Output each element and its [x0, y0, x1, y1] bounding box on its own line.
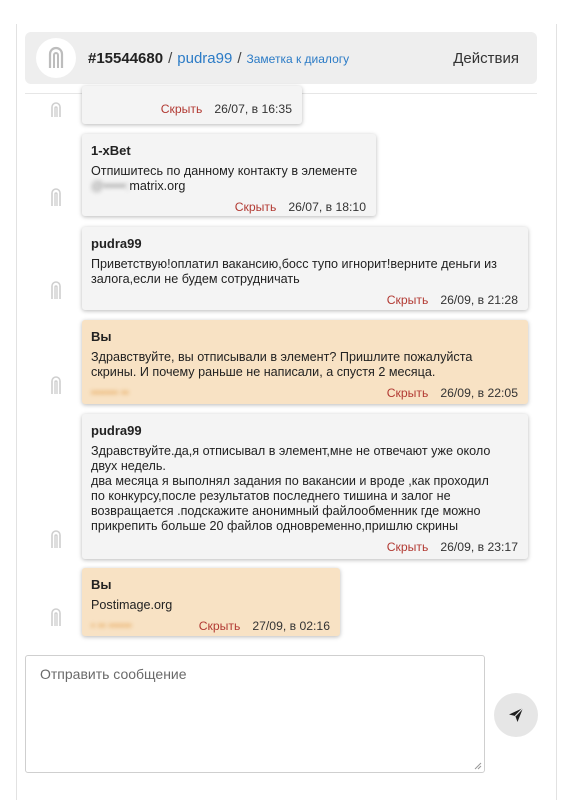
hide-message-link[interactable]: Скрыть — [160, 102, 203, 116]
hide-message-link[interactable]: Скрыть — [386, 386, 429, 400]
hide-message-link[interactable]: Скрыть — [234, 200, 277, 214]
avatar-logo-icon — [36, 38, 76, 78]
avatar-logo-icon — [44, 372, 68, 396]
avatar-logo-icon — [44, 184, 68, 208]
message-bubble — [82, 86, 302, 124]
hide-message-link[interactable]: Скрыть — [386, 293, 429, 307]
message-text-line: двух недель. — [91, 459, 166, 473]
message-bubble — [82, 227, 528, 310]
hide-message-link[interactable]: Скрыть — [198, 619, 241, 633]
message-text-part: matrix.org — [129, 179, 186, 193]
message-bubble — [82, 414, 528, 559]
message-text-line: возвращается .подскажите анонимный файлообменник где можно — [91, 504, 481, 518]
message-author: pudra99 — [91, 236, 142, 251]
breadcrumb — [88, 50, 349, 67]
avatar-logo-icon — [44, 604, 68, 628]
message-text-line — [91, 179, 366, 194]
message-text: Здравствуйте, вы отписывали в элемент? Пришлите пожалуйста скрины. И почему раньше не написали, а спустя 2 месяца. — [91, 350, 473, 379]
redacted-staff-name: ••••••• •• — [91, 387, 129, 399]
message-text-line: прикрепить больше 20 файлов одновременно,пришлю скрины — [91, 519, 459, 533]
message-bubble — [82, 320, 528, 404]
message-footer — [91, 102, 292, 116]
message-footer — [91, 540, 518, 554]
message-timestamp: 26/07, в 16:35 — [214, 102, 292, 116]
redacted-staff-name: • •• •••••• — [91, 620, 132, 632]
message-text-line: Отпишитесь по данному контакту в элементе — [91, 164, 358, 178]
message-timestamp: 26/09, в 23:17 — [440, 540, 518, 554]
message-text-line: два месяца я выполнял задания по вакансии и вроде ,как проходил — [91, 474, 489, 488]
redacted-text: @•••••: — [91, 179, 130, 193]
breadcrumb-separator: / — [168, 49, 173, 67]
message-text — [91, 444, 518, 534]
avatar-logo-icon — [44, 277, 68, 301]
message-timestamp: 27/09, в 02:16 — [252, 619, 330, 633]
message-input-placeholder: Отправить сообщение — [40, 666, 187, 682]
message-author: pudra99 — [91, 423, 142, 438]
right-border — [556, 24, 557, 800]
message-author: 1-xBet — [91, 143, 131, 158]
message-footer — [91, 200, 366, 214]
send-button[interactable] — [494, 693, 538, 737]
hide-message-link[interactable]: Скрыть — [386, 540, 429, 554]
message-author: Вы — [91, 577, 112, 592]
message-timestamp: 26/07, в 18:10 — [288, 200, 366, 214]
dialog-note-link[interactable]: Заметка к диалогу — [246, 51, 350, 66]
dialog-header — [25, 32, 537, 84]
message-footer — [91, 619, 330, 633]
message-text-line: Здравствуйте.да,я отписывал в элемент,мне не отвечают уже около — [91, 444, 491, 458]
resize-grip-icon[interactable] — [474, 762, 482, 770]
message-text-line: по конкурсу,после результатов последнего тишина и залог не — [91, 489, 451, 503]
ticket-id: #15544680 — [88, 49, 164, 67]
actions-menu-button[interactable]: Действия — [453, 49, 519, 67]
message-text: Приветствую!оплатил вакансию,босс тупо игнорит!верните деньги из залога,если не будем сотрудничать — [91, 257, 497, 286]
left-border — [16, 24, 17, 800]
message-author: Вы — [91, 329, 112, 344]
message-footer — [91, 293, 518, 307]
message-text — [91, 164, 366, 194]
username-link[interactable]: pudra99 — [177, 49, 233, 67]
avatar-logo-icon — [44, 97, 68, 121]
breadcrumb-separator: / — [237, 49, 242, 67]
message-footer — [91, 386, 518, 400]
message-bubble — [82, 134, 376, 216]
avatar-logo-icon — [44, 526, 68, 550]
message-bubble — [82, 568, 340, 636]
message-timestamp: 26/09, в 21:28 — [440, 293, 518, 307]
message-input[interactable] — [25, 655, 485, 773]
message-timestamp: 26/09, в 22:05 — [440, 386, 518, 400]
paper-plane-icon — [507, 706, 525, 724]
message-text: Postimage.org — [91, 598, 173, 612]
